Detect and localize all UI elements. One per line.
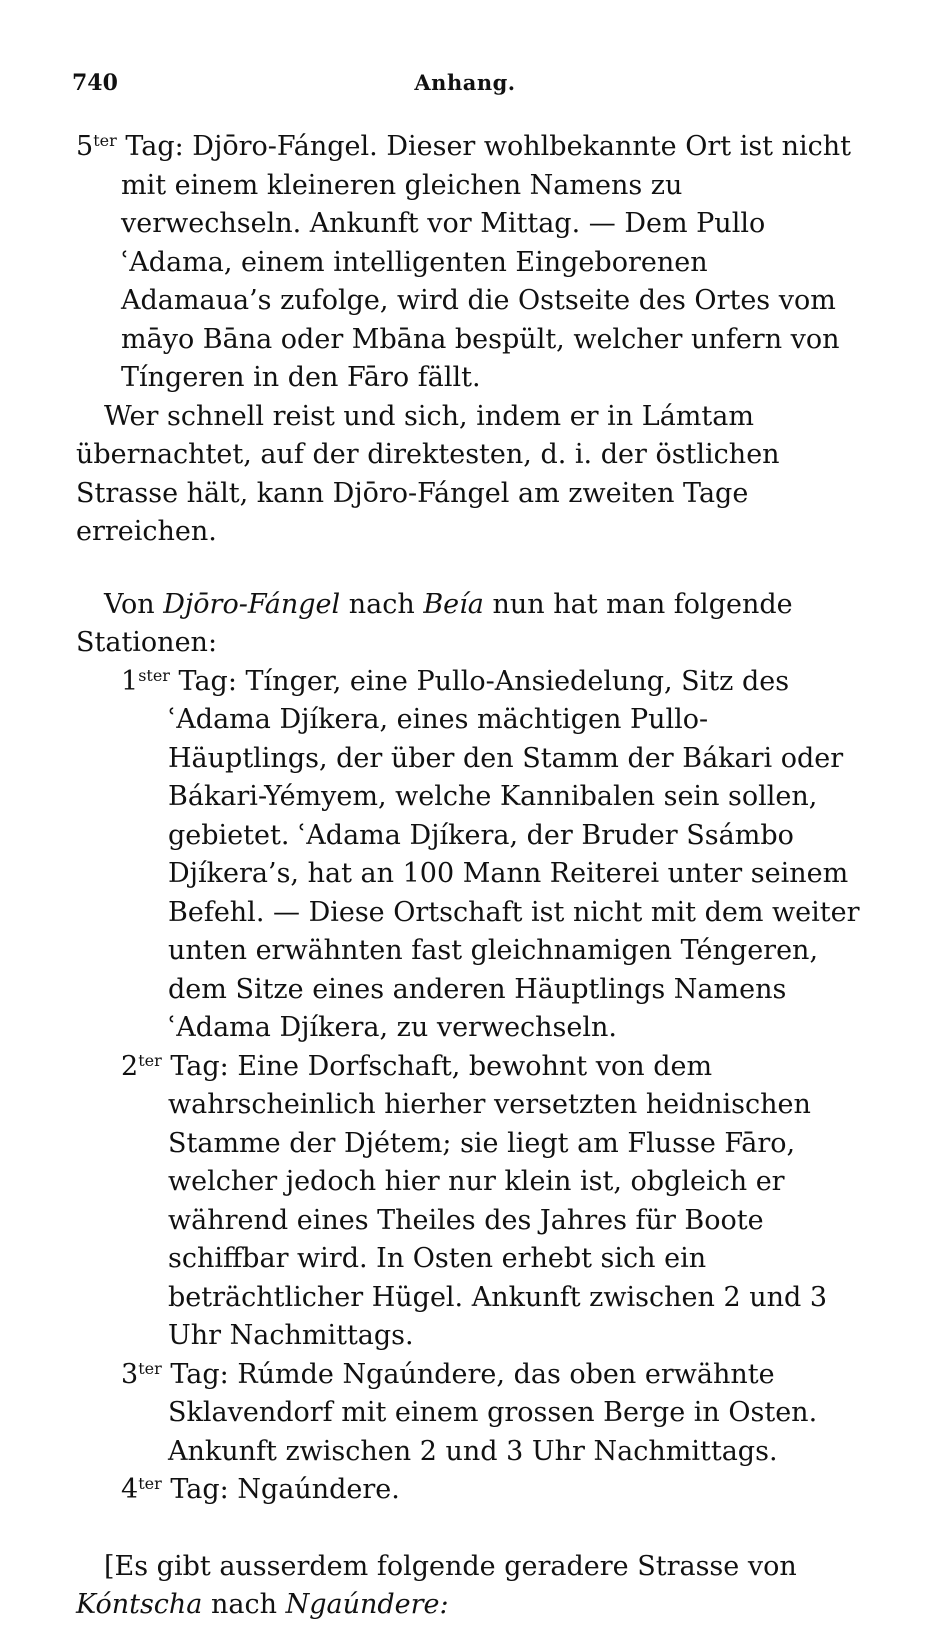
station-list bbox=[76, 663, 866, 1510]
page-number: 740 bbox=[72, 70, 118, 96]
running-title: Anhang. bbox=[414, 70, 516, 95]
day-suffix: ter bbox=[138, 1474, 162, 1493]
place-name: Ngaúndere: bbox=[285, 1589, 449, 1620]
day-marker bbox=[121, 1051, 229, 1082]
text-segment: nun hat man folgende Stationen: bbox=[76, 588, 793, 658]
day-label: Tag: bbox=[178, 665, 237, 697]
day-marker bbox=[121, 1474, 229, 1505]
station-text: Tínger, eine Pullo-Ansiedelung, Sitz des ʿAdama Djíkera, eines mächtigen Pullo-Häuptlings, der über den Stamm der Bákari oder Bákari-Yémyem, welche Kannibalen sein sollen, gebietet. ʿAdama Djíkera, der Bruder Ssámbo Djíkera’s, hat an 100 Mann Reiterei unter seinem Befehl. — Diese Ortschaft ist nicht mit dem weiter unten erwähnten fast gleichnamigen Téngeren, dem Sitze eines anderen Häuptlings Namens ʿAdama Djíkera, zu verwechseln. bbox=[168, 665, 860, 1043]
day-number: 4 bbox=[121, 1474, 139, 1505]
day-label: Tag: bbox=[170, 1050, 229, 1082]
page-body bbox=[76, 128, 866, 1625]
paragraph-stations-intro bbox=[76, 586, 866, 663]
text-segment: [Es gibt ausserdem folgende geradere Strasse von bbox=[104, 1550, 797, 1582]
day-suffix: ter bbox=[93, 131, 117, 150]
place-name: Djōro-Fángel bbox=[163, 588, 341, 620]
day-label: Tag: Djōro-Fángel. bbox=[125, 131, 378, 162]
day-marker bbox=[76, 131, 378, 162]
entry-text: Dieser wohlbekannte Ort ist nicht mit einem kleineren gleichen Namens zu verwechseln. Ankunft vor Mittag. — Dem Pullo ʿAdama, einem intelligenten Eingeborenen Adamaua’s zufolge, wird die Ostseite des Ortes vom māyo Bāna oder Mbāna bespült, welcher unfern von Tíngeren in den Fāro fällt. bbox=[121, 131, 851, 393]
day-number: 1 bbox=[121, 665, 139, 697]
station-entry bbox=[121, 1356, 866, 1472]
day-number: 5 bbox=[76, 131, 94, 162]
station-text: Rúmde Ngaúndere, das oben erwähnte Sklavendorf mit einem grossen Berge in Osten. Ankunft zwischen 2 und 3 Uhr Nachmittags. bbox=[168, 1358, 818, 1467]
day-label: Tag: bbox=[170, 1358, 229, 1390]
day-suffix: ter bbox=[138, 1050, 162, 1070]
station-entry bbox=[121, 663, 866, 1048]
day-suffix: ter bbox=[138, 1358, 162, 1378]
station-text: Eine Dorfschaft, bewohnt von dem wahrscheinlich hierher versetzten heidnischen Stamme der Djétem; sie liegt am Flusse Fāro, welcher jedoch hier nur klein ist, obgleich er während eines Theiles des Jahres für Boote schiffbar wird. In Osten erhebt sich ein beträchtlicher Hügel. Ankunft zwischen 2 und 3 Uhr Nachmittags. bbox=[168, 1050, 828, 1351]
day-suffix: ster bbox=[138, 665, 170, 685]
page-header bbox=[72, 70, 858, 110]
day-number: 2 bbox=[121, 1050, 139, 1082]
day-marker bbox=[121, 1359, 229, 1390]
day-label: Tag: bbox=[170, 1474, 229, 1505]
station-text: Ngaúndere. bbox=[237, 1474, 400, 1505]
paragraph-gap bbox=[76, 1510, 866, 1548]
entry-day-5 bbox=[76, 128, 866, 398]
place-name: Kóntscha bbox=[76, 1589, 203, 1620]
text-segment: nach bbox=[348, 588, 415, 620]
day-marker bbox=[121, 666, 237, 697]
paragraph-alternate-route bbox=[76, 1548, 866, 1625]
paragraph-fast-route: Wer schnell reist und sich, indem er in Lámtam übernachtet, auf der direktesten, d. i. der östlichen Strasse hält, kann Djōro-Fángel am zweiten Tage erreichen. bbox=[76, 400, 780, 547]
place-name: Beía bbox=[423, 588, 484, 620]
station-entry bbox=[121, 1471, 866, 1510]
station-entry bbox=[121, 1048, 866, 1356]
text-segment: nach bbox=[211, 1589, 277, 1620]
paragraph-gap bbox=[76, 552, 866, 586]
text-segment: Von bbox=[104, 588, 155, 620]
day-number: 3 bbox=[121, 1358, 139, 1390]
